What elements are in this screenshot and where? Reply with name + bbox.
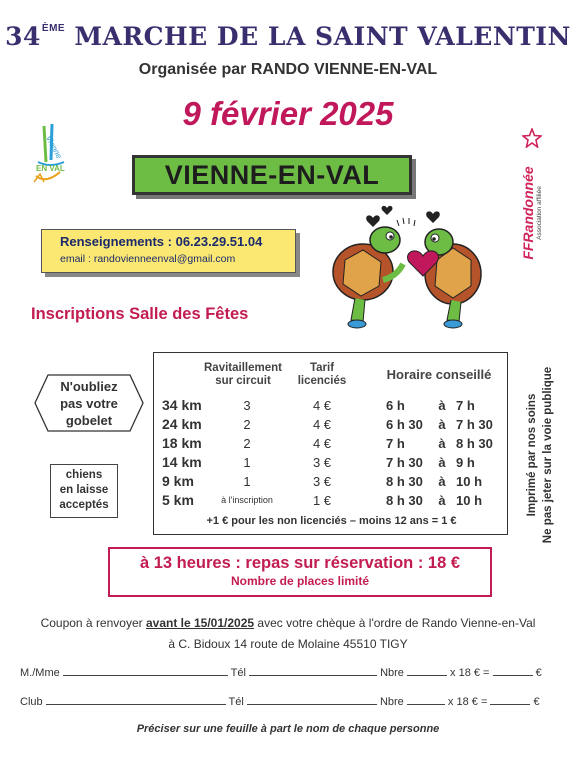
tel-field-2[interactable] [247,694,377,705]
table-row [154,491,509,510]
coupon-address: à C. Bidoux 14 route de Molaine 45510 TIGY [168,637,408,651]
table-row [154,396,509,415]
cell-end: 10 h [456,493,483,508]
cell-end: 10 h [456,474,483,489]
table-row [154,415,509,434]
meal-box [108,547,492,597]
edition-suffix: ÈME [41,23,66,34]
reminder-line-3: gobelet [65,413,113,428]
cell-tarif: 4 € [312,436,332,451]
cell-tarif: 4 € [312,417,332,432]
cell-distance: 34 km [162,397,202,413]
cell-tarif: 1 € [312,493,332,508]
cell-end: 8 h 30 [456,436,493,451]
table-row [154,453,509,472]
euro-label: € [535,667,542,679]
ffrandonnee-logo [514,128,554,278]
venue-banner: VIENNE-EN-VAL [132,155,412,195]
cell-sep: à [438,436,446,451]
dogs-allowed-box [50,464,118,518]
ffr-star-icon [522,128,542,148]
cell-start: 8 h 30 [386,474,423,489]
cell-ravit: 1 [243,455,251,470]
meal-main: à 13 heures : repas sur réservation : 18 € [139,554,461,572]
cell-start: 8 h 30 [386,493,423,508]
tel-field[interactable] [249,665,377,676]
cell-distance: 24 km [162,416,202,432]
cell-start: 7 h [386,436,405,451]
cell-tarif: 4 € [312,398,332,413]
reminder-text [34,378,144,429]
dogs-line-3: acceptés [59,499,109,511]
dogs-line-1: chiens [65,469,103,481]
total-field-2[interactable] [490,694,530,705]
cell-sep: à [438,493,446,508]
table-row [154,472,509,491]
cell-ravit: à l'inscription [221,495,273,505]
contact-box [41,229,296,273]
cell-end: 7 h 30 [456,417,493,432]
circuits-table [153,352,508,535]
contact-phone: Renseignements : 06.23.29.51.04 [60,234,263,249]
cell-distance: 9 km [162,473,194,489]
cell-sep: à [438,398,446,413]
header-tarif: Tarif licenciés [297,362,347,387]
name-label: M./Mme [20,667,60,679]
club-logo-text-2: EN VAL [36,164,65,173]
cell-distance: 5 km [162,492,194,508]
event-title [0,22,576,51]
cell-ravit: 3 [243,398,251,413]
table-rows [154,396,509,510]
turtles-hearts-icon [325,200,490,335]
cell-sep: à [438,455,446,470]
name-field[interactable] [63,665,228,676]
club-logo-text-1: Vienne [44,134,64,161]
cell-end: 9 h [456,455,475,470]
cell-end: 7 h [456,398,475,413]
header-ravitaillement: Ravitaillement sur circuit [204,362,282,387]
dogs-line-2: en laisse [59,484,109,496]
cell-sep: à [438,417,446,432]
cell-tarif: 3 € [312,455,332,470]
contact-email[interactable]: email : randovienneenval@gmail.com [60,253,236,265]
reminder-line-2: pas votre [60,396,118,411]
nbre-label: Nbre [380,667,404,679]
price-text: x 18 € = [450,667,490,679]
meal-limit: Nombre de places limité [230,574,370,588]
form-row-1 [20,665,542,679]
print-notice-line-1: Imprimé par nos soins [526,393,538,517]
reminder-line-1: N'oubliez [60,379,118,394]
club-field[interactable] [46,694,226,705]
cell-distance: 14 km [162,454,202,470]
title-text: MARCHE DE LA SAINT VALENTIN [74,22,571,51]
cell-start: 6 h 30 [386,417,423,432]
table-footnote: +1 € pour les non licenciés – moins 12 ans = 1 € [206,515,457,527]
nbre-label-2: Nbre [379,696,404,708]
cell-distance: 18 km [162,435,202,451]
cell-sep: à [438,474,446,489]
club-label: Club [20,696,43,708]
euro-label-2: € [533,696,540,708]
coupon-instructions: Coupon à renvoyer avant le 15/01/2025 avec votre chèque à l'ordre de Rando Vienne-en-Val [40,616,536,630]
cell-ravit: 1 [243,474,251,489]
table-row [154,434,509,453]
club-logo [30,122,80,190]
names-note: Préciser sur une feuille à part le nom de chaque personne [136,723,440,735]
cell-ravit: 2 [243,417,251,432]
inscriptions-location: Inscriptions Salle des Fêtes [31,305,249,323]
cell-start: 6 h [386,398,405,413]
coupon-deadline: avant le 15/01/2025 [145,616,255,630]
ffr-tagline: Association affiliée [536,186,543,240]
event-date: 9 février 2025 [182,95,394,132]
tel-label: Tél [230,667,246,679]
organizer: Organisée par RANDO VIENNE-EN-VAL [138,61,438,78]
cell-tarif: 3 € [312,474,332,489]
tel-label-2: Tél [228,696,244,708]
print-notice [518,366,562,544]
cell-ravit: 2 [243,436,251,451]
edition-number: 34 [5,22,41,51]
price-text-2: x 18 € = [447,696,488,708]
total-field[interactable] [493,665,533,676]
cell-start: 7 h 30 [386,455,423,470]
header-horaire: Horaire conseillé [386,367,492,382]
turtles-illustration [325,200,490,335]
nbre-field[interactable] [407,665,447,676]
nbre-field-2[interactable] [407,694,445,705]
print-notice-line-2: Ne pas jeter sur la voie publique [542,366,554,544]
form-row-2 [20,694,540,708]
ffr-brand: FFRandonnée [520,166,536,260]
